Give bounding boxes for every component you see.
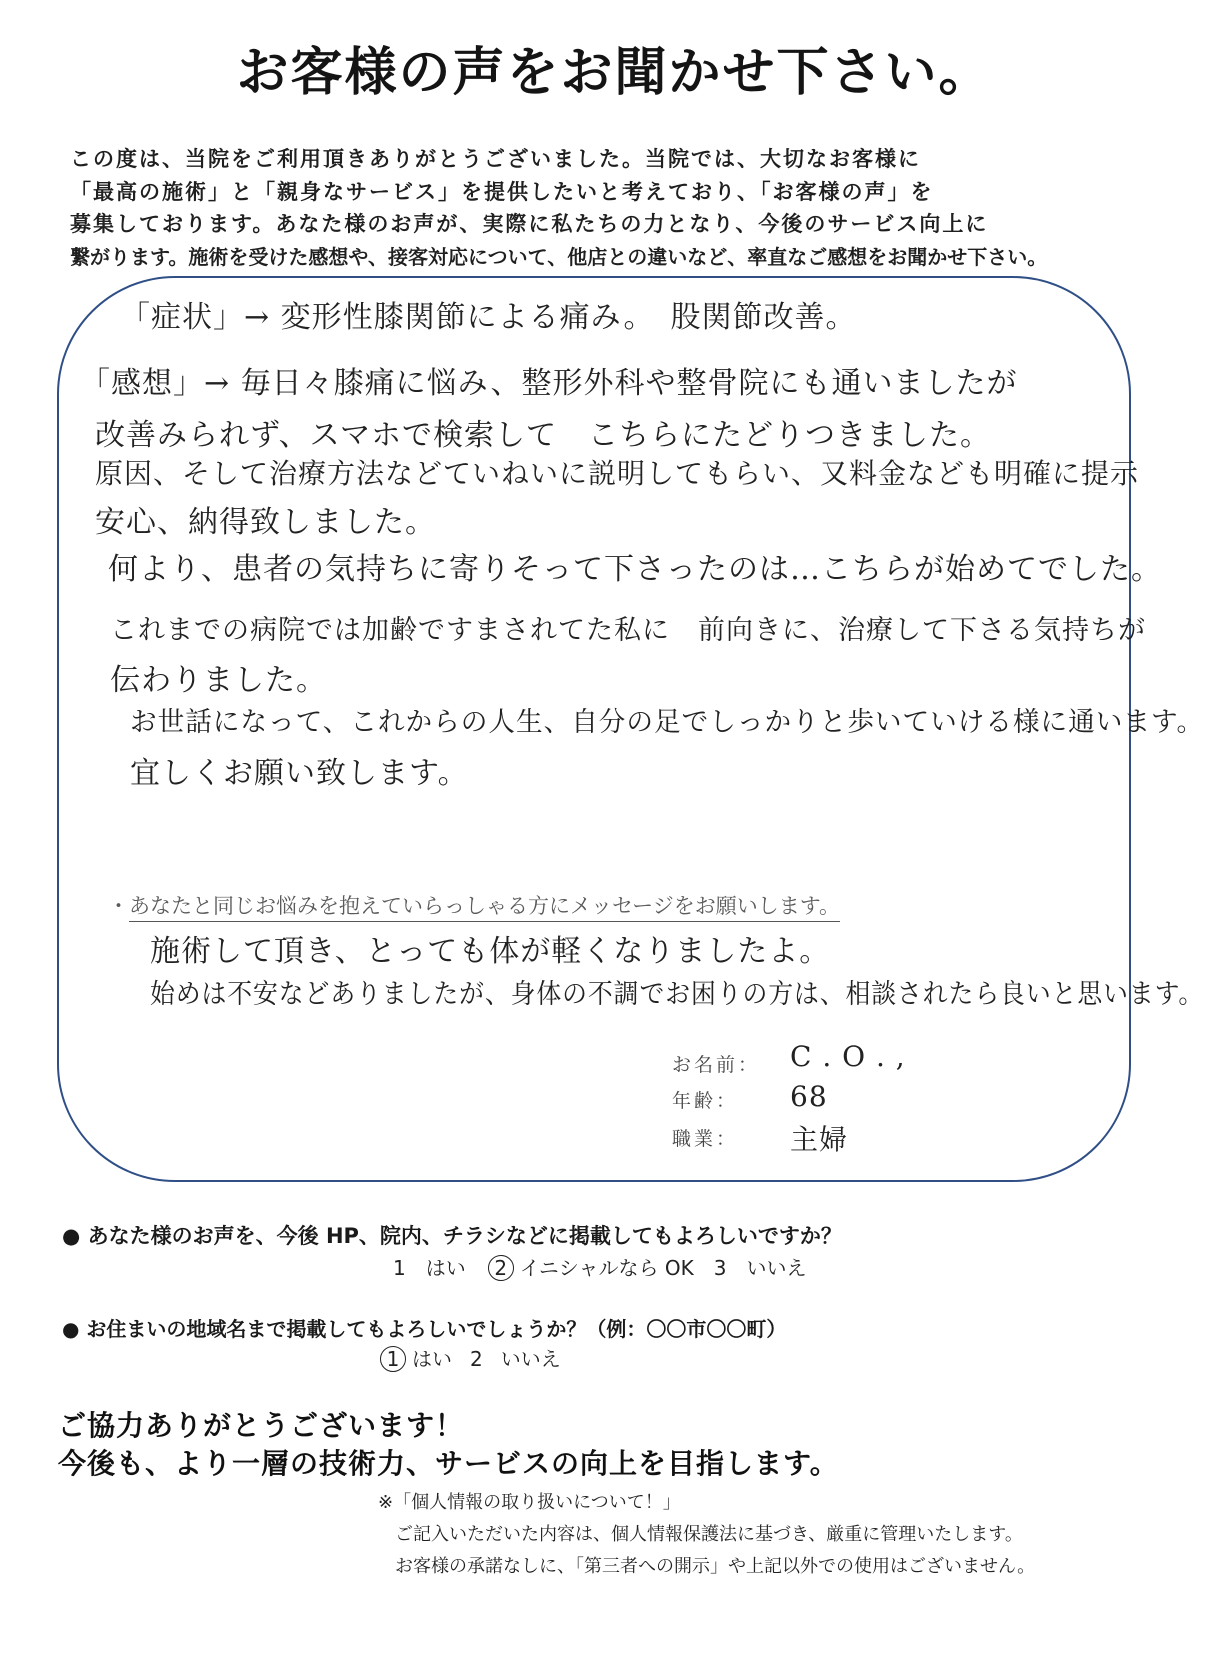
handwritten-line: 何より、患者の気持ちに寄りそって下さったのは…こちらが始めてでした。 [108,552,1162,587]
area-option-1-num-circled[interactable]: 1 [380,1346,406,1372]
area-options [380,1343,561,1372]
intro-line: この度は、当院をご利用頂きありがとうございました。当院では、大切なお客様に [70,147,921,171]
area-option-1[interactable]: はい [412,1347,452,1371]
handwritten-impression: 「感想」→ 毎日々膝痛に悩み、整形外科や整骨院にも通いましたが [80,366,1018,401]
age-value: 68 [790,1080,828,1113]
intro-line: 繋がります。施術を受けた感想や、接客対応について、他店との違いなど、率直なご感想をお聞かせ下さい。 [70,244,1048,269]
publish-question: ● あなた様のお声を、今後 HP、院内、チラシなどに掲載してもよろしいですか？ [62,1224,842,1248]
handwritten-line: 改善みられず、スマホで検索して こちらにたどりつきました。 [95,418,991,453]
handwritten-line: 宜しくお願い致します。 [130,756,469,791]
publish-option-1[interactable]: はい [425,1256,466,1280]
area-question: ● お住まいの地域名まで掲載してもよろしいでしょうか？（例：〇〇市〇〇町） [62,1317,787,1341]
privacy-line: ご記入いただいた内容は、個人情報保護法に基づき、厳重に管理いたします。 [395,1524,1023,1545]
page-title: お客様の声をお聞かせ下さい。 [236,43,993,103]
message-prompt-text: あなたと同じお悩みを抱えていらっしゃる方にメッセージをお願いします。 [129,894,840,922]
thanks-heading: ご協力ありがとうございます！ [58,1409,465,1442]
publish-options [393,1252,806,1281]
handwritten-line: これまでの病院では加齢ですまされてた私に 前向きに、治療して下さる気持ちが [110,615,1146,646]
publish-option-3[interactable]: いいえ [746,1256,807,1280]
publish-option-3-num[interactable]: 3 [713,1256,727,1280]
thanks-subheading: 今後も、より一層の技術力、サービスの向上を目指します。 [58,1447,839,1480]
handwritten-line: 安心、納得致しました。 [95,505,436,540]
intro-line: 募集しております。あなた様のお声が、実際に私たちの力となり、今後のサービス向上に [70,212,989,236]
privacy-title: ※「個人情報の取り扱いについて！」 [378,1492,681,1513]
name-value: C . O . , [790,1040,906,1073]
area-option-2[interactable]: いいえ [500,1347,561,1371]
handwritten-symptom: 「症状」→ 変形性膝関節による痛み。 股関節改善。 [120,300,857,335]
intro-text [70,143,1160,273]
handwritten-line: お世話になって、これからの人生、自分の足でしっかりと歩いていける様に通います。 [130,707,1205,738]
area-option-2-num[interactable]: 2 [470,1347,483,1371]
publish-option-2[interactable]: イニシャルなら OK [519,1256,694,1280]
job-label: 職業： [672,1128,739,1150]
publish-option-2-num-circled[interactable]: 2 [488,1255,514,1281]
handwritten-message: 始めは不安などありましたが、身体の不調でお困りの方は、相談されたら良いと思います。 [150,979,1205,1010]
job-value: 主婦 [790,1123,849,1156]
privacy-line: お客様の承諾なしに、「第三者への開示」や上記以外での使用はございません。 [395,1556,1036,1577]
handwritten-message: 施術して頂き、とっても体が軽くなりましたよ。 [150,934,831,969]
name-label: お名前： [672,1054,761,1076]
publish-option-1-num[interactable]: 1 [393,1256,406,1280]
message-prompt: ・あなたと同じお悩みを抱えていらっしゃる方にメッセージをお願いします。 [108,890,840,920]
handwritten-line: 伝わりました。 [110,663,327,698]
handwritten-line: 原因、そして治療方法などていねいに説明してもらい、又料金なども明確に提示 [95,457,1140,490]
intro-line: 「最高の施術」と「親身なサービス」を提供したいと考えており、「お客様の声」を [70,179,934,204]
age-label: 年齢： [672,1090,739,1112]
area-question-text: お住まいの地域名まで掲載してもよろしいでしょうか？（例：〇〇市〇〇町） [86,1317,787,1341]
publish-question-text: あなた様のお声を、今後 HP、院内、チラシなどに掲載してもよろしいですか？ [87,1224,842,1248]
